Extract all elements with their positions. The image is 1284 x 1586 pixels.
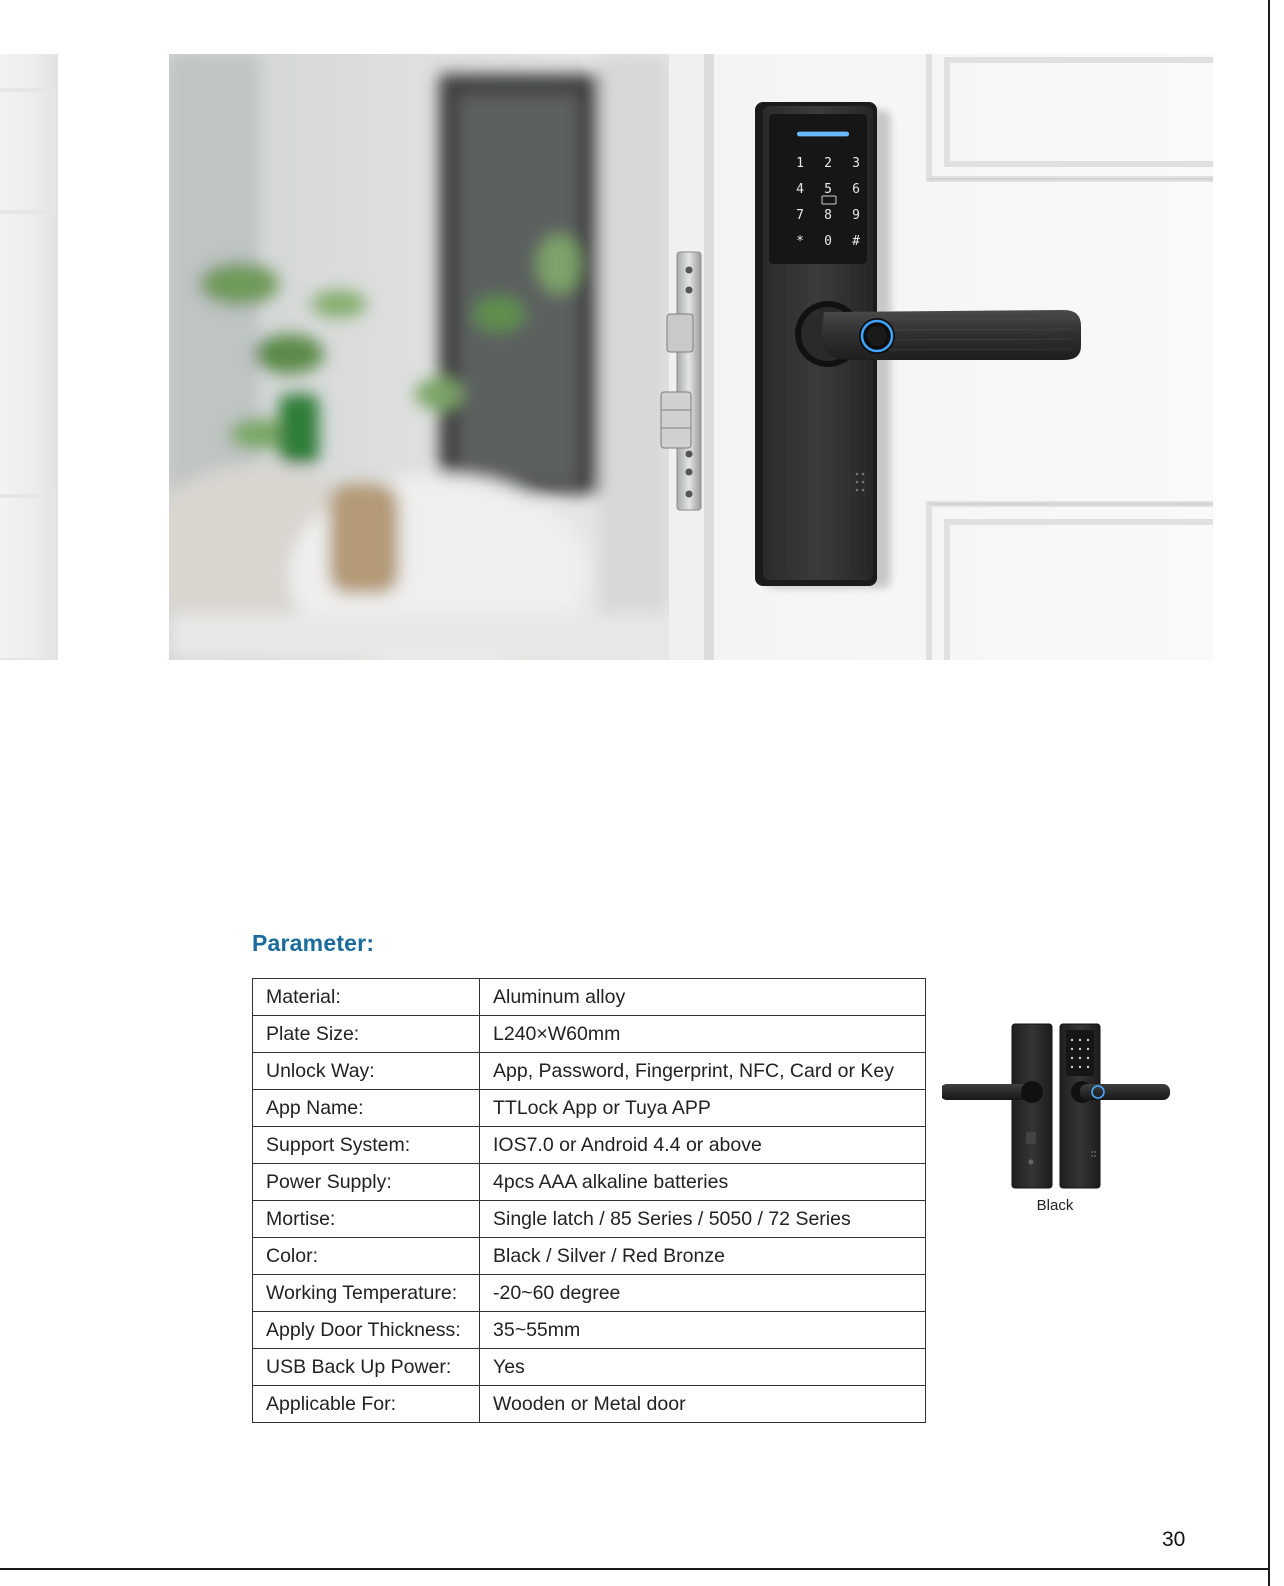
keypad-key: 5	[824, 182, 832, 197]
table-row	[253, 1053, 926, 1090]
table-row	[253, 979, 926, 1016]
param-value: 4pcs AAA alkaline batteries	[480, 1164, 926, 1201]
table-row	[253, 1016, 926, 1053]
param-value: Single latch / 85 Series / 5050 / 72 Series	[480, 1201, 926, 1238]
param-value: 35~55mm	[480, 1312, 926, 1349]
hero-illustration	[169, 54, 1213, 660]
param-label: USB Back Up Power:	[253, 1349, 480, 1386]
param-value: L240×W60mm	[480, 1016, 926, 1053]
table-row	[253, 1312, 926, 1349]
param-label: App Name:	[253, 1090, 480, 1127]
table-row	[253, 1275, 926, 1312]
keypad-key: 6	[852, 182, 860, 197]
table-row	[253, 1201, 926, 1238]
hero-photo-smart-lock	[169, 54, 1213, 660]
keypad-key: 0	[824, 234, 832, 249]
section-title: Parameter:	[252, 930, 375, 956]
param-value: Wooden or Metal door	[480, 1386, 926, 1423]
param-value: Aluminum alloy	[480, 979, 926, 1016]
param-label: Mortise:	[253, 1201, 480, 1238]
param-label: Unlock Way:	[253, 1053, 480, 1090]
keypad-key: 3	[852, 156, 860, 171]
page-border-bottom	[0, 1568, 1270, 1570]
table-row	[253, 1090, 926, 1127]
table-row	[253, 1238, 926, 1275]
param-label: Applicable For:	[253, 1386, 480, 1423]
param-label: Apply Door Thickness:	[253, 1312, 480, 1349]
parameter-table	[252, 978, 926, 1423]
page-border-right	[1268, 0, 1270, 1586]
page-number: 30	[1162, 1528, 1186, 1551]
table-row	[253, 1349, 926, 1386]
table-row	[253, 1164, 926, 1201]
param-label: Material:	[253, 979, 480, 1016]
keypad-key: 8	[824, 208, 832, 223]
keypad-key: 4	[796, 182, 804, 197]
keypad-key: 2	[824, 156, 832, 171]
keypad-key: 7	[796, 208, 804, 223]
keypad-key: 1	[796, 156, 804, 171]
param-value: TTLock App or Tuya APP	[480, 1090, 926, 1127]
param-label: Power Supply:	[253, 1164, 480, 1201]
param-value: Yes	[480, 1349, 926, 1386]
keypad-key: 9	[852, 208, 860, 223]
param-value: -20~60 degree	[480, 1275, 926, 1312]
table-row	[253, 1127, 926, 1164]
param-label: Color:	[253, 1238, 480, 1275]
param-value: IOS7.0 or Android 4.4 or above	[480, 1127, 926, 1164]
param-value: App, Password, Fingerprint, NFC, Card or Key	[480, 1053, 926, 1090]
adjacent-image-strip	[0, 54, 58, 660]
param-value: Black / Silver / Red Bronze	[480, 1238, 926, 1275]
thumbnail-caption: Black	[1036, 1197, 1074, 1214]
lock-thumbnail-illustration	[942, 1022, 1172, 1192]
keypad-key: #	[852, 234, 860, 249]
param-label: Support System:	[253, 1127, 480, 1164]
keypad-key: *	[796, 234, 804, 249]
param-label: Working Temperature:	[253, 1275, 480, 1312]
table-row	[253, 1386, 926, 1423]
param-label: Plate Size:	[253, 1016, 480, 1053]
product-thumbnail	[942, 1022, 1172, 1192]
